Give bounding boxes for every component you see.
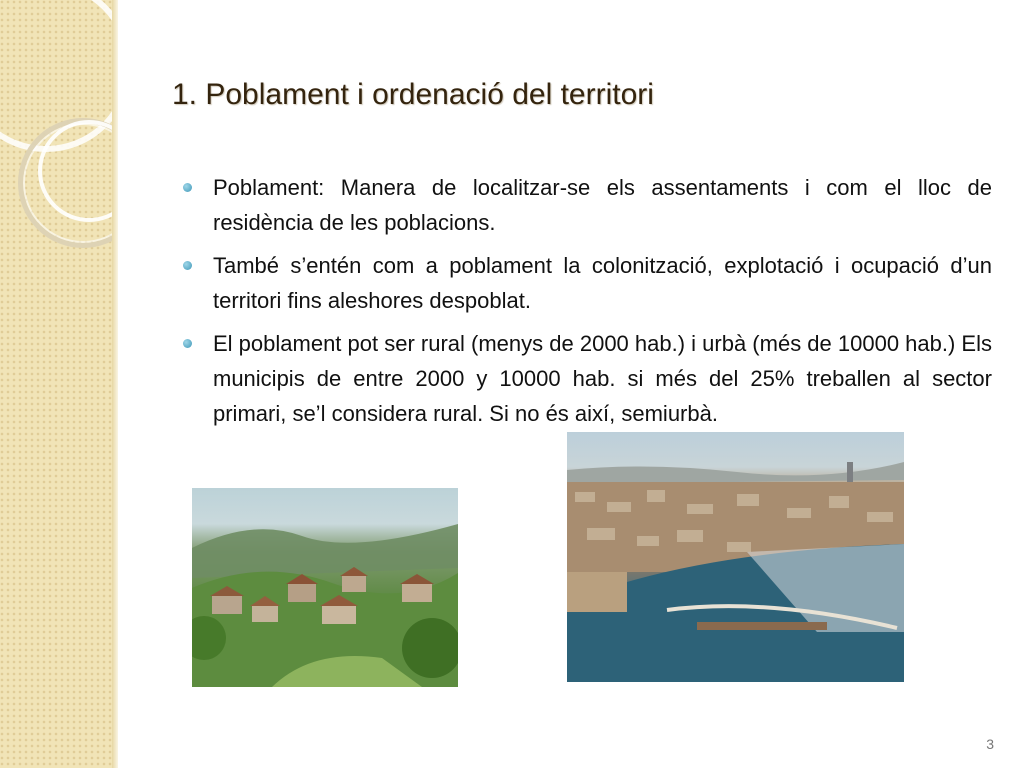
bullet-item [182, 326, 992, 431]
bullet-text: També s’entén com a poblament la colonització, explotació i ocupació d’un territori fins aleshores despoblat. [213, 253, 992, 313]
village-photo [192, 488, 458, 687]
page-number: 3 [986, 736, 994, 752]
side-strip-edge [112, 0, 118, 768]
bullet-dot-icon [183, 261, 192, 270]
bullet-list [182, 170, 992, 439]
bullet-text: El poblament pot ser rural (menys de 2000 hab.) i urbà (més de 10000 hab.) Els municipis de entre 2000 y 10000 hab. si més del 25% treballen al sector primari, se’l considera rural. Si no és així, semiurbà. [213, 331, 992, 426]
bullet-item [182, 170, 992, 240]
bullet-dot-icon [183, 183, 192, 192]
bullet-text: Poblament: Manera de localitzar-se els assentaments i com el lloc de residència de les poblacions. [213, 175, 992, 235]
bullet-item [182, 248, 992, 318]
decorative-side-strip [0, 0, 112, 768]
city-harbour-photo [567, 432, 904, 682]
bullet-dot-icon [183, 339, 192, 348]
slide-title: 1. Poblament i ordenació del territori [172, 78, 654, 111]
